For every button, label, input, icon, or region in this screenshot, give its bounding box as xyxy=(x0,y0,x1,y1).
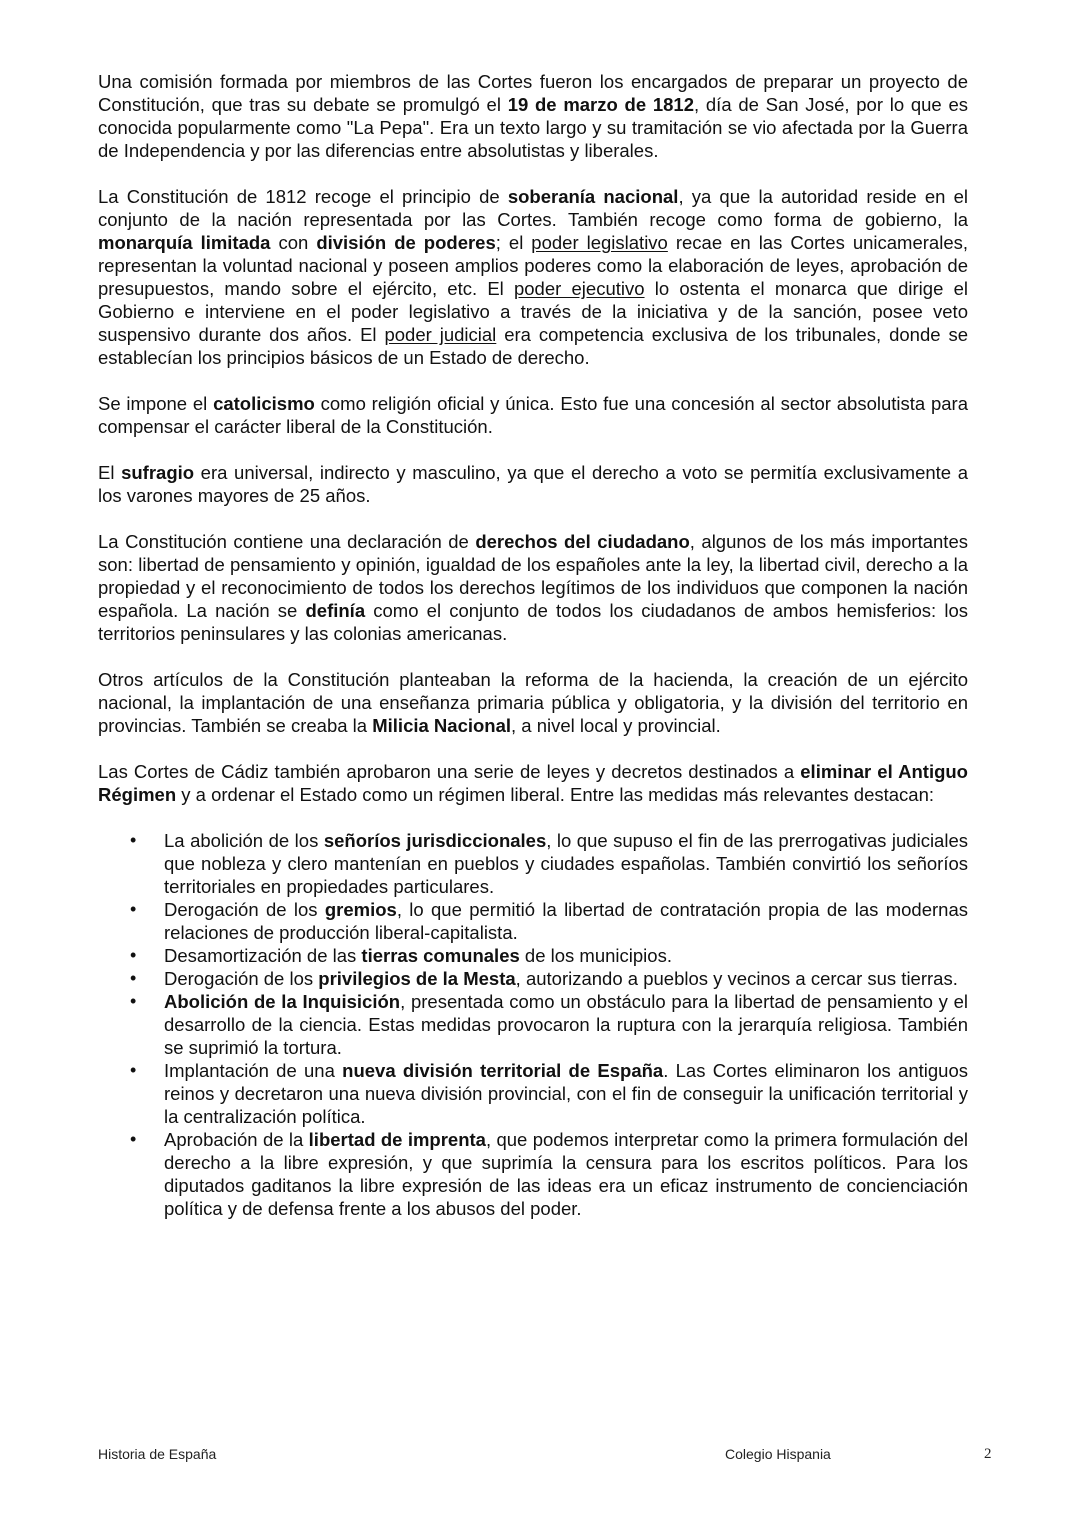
list-item xyxy=(98,1128,968,1220)
text-run: , que podemos interpretar como la primera formulación del derecho a la libre expresión, y que suprimía la censura para los escritos políticos. Para los diputados gaditanos la libre expresión de las ideas era un eficaz instrumento de concienciación política y de defensa frente a los abusos del poder. xyxy=(164,1129,968,1219)
footer-school: Colegio Hispania xyxy=(725,1446,831,1462)
bold-term: sufragio xyxy=(121,462,195,483)
paragraph xyxy=(98,668,968,737)
bold-term: monarquía limitada xyxy=(98,232,271,253)
bold-term: 19 de marzo de 1812 xyxy=(507,94,695,115)
text-run: , algunos de los más importantes son: libertad de pensamiento y opinión, igualdad de los españoles ante la ley, la libertad civil, derecho a la propiedad y el reconocimiento de todos los derechos legítimos de los individuos que componen la nación española. La nación se xyxy=(98,531,968,621)
list-item xyxy=(98,1059,968,1128)
list-item xyxy=(98,898,968,944)
document-body xyxy=(98,70,968,1220)
text-run: , autorizando a pueblos y vecinos a cercar sus tierras. xyxy=(515,968,958,989)
bold-term: privilegios de la Mesta xyxy=(318,968,516,989)
text-run: , lo que supuso el fin de las prerrogativas judiciales que nobleza y clero mantenían en pueblos y ciudades españolas. También convirtió los señoríos territoriales en propiedades particulares. xyxy=(164,830,968,897)
text-run: ; el xyxy=(495,232,532,253)
underlined-term: poder judicial xyxy=(384,324,497,345)
bold-term: división de poderes xyxy=(316,232,496,253)
list-item xyxy=(98,967,968,990)
text-run: como religión oficial y única. Esto fue una concesión al sector absolutista para compensar el carácter liberal de la Constitución. xyxy=(98,393,968,437)
paragraph xyxy=(98,392,968,438)
bullet-icon: • xyxy=(130,945,137,965)
text-run: Desamortización de las xyxy=(164,945,362,966)
paragraph xyxy=(98,185,968,369)
paragraph xyxy=(98,70,968,162)
paragraph xyxy=(98,530,968,645)
text-run: de los municipios. xyxy=(519,945,672,966)
text-run: con xyxy=(270,232,317,253)
underlined-term: poder legislativo xyxy=(531,232,668,253)
measures-list xyxy=(98,829,968,1220)
bold-term: Abolición de la Inquisición xyxy=(164,991,401,1012)
paragraph xyxy=(98,760,968,806)
text-run: , lo que permitió la libertad de contratación propia de las modernas relaciones de producción liberal-capitalista. xyxy=(164,899,968,943)
bullet-icon: • xyxy=(130,1060,137,1080)
text-run: La Constitución contiene una declaración de xyxy=(98,531,476,552)
bold-term: gremios xyxy=(324,899,397,920)
bullet-icon: • xyxy=(130,991,137,1011)
bold-term: Milicia Nacional xyxy=(372,715,512,736)
list-item xyxy=(98,829,968,898)
bold-term: tierras comunales xyxy=(361,945,520,966)
bold-term: nueva división territorial de España xyxy=(342,1060,664,1081)
bold-term: definía xyxy=(305,600,366,621)
text-run: La abolición de los xyxy=(164,830,324,851)
page-number: 2 xyxy=(984,1446,992,1462)
text-run: lo ostenta el monarca que dirige el Gobierno e interviene en el poder legislativo a través de la iniciativa y de la sanción, posee veto suspensivo durante dos años. El xyxy=(98,278,968,345)
text-run: Las Cortes de Cádiz también aprobaron una serie de leyes y decretos destinados a xyxy=(98,761,801,782)
list-item xyxy=(98,944,968,967)
text-run: recae en las Cortes unicamerales, representan la voluntad nacional y poseen amplios poderes como la elaboración de leyes, aprobación de presupuestos, mando sobre el ejército, etc. El xyxy=(98,232,968,299)
text-run: Se impone el xyxy=(98,393,214,414)
bullet-icon: • xyxy=(130,1129,137,1149)
bold-term: derechos del ciudadano xyxy=(475,531,690,552)
bold-term: soberanía nacional xyxy=(507,186,679,207)
text-run: Derogación de los xyxy=(164,899,325,920)
text-run: , ya que la autoridad reside en el conjunto de la nación representada por las Cortes. También recoge como forma de gobierno, la xyxy=(98,186,968,230)
text-run: , a nivel local y provincial. xyxy=(511,715,721,736)
text-run: era competencia exclusiva de los tribunales, donde se establecían los principios básicos de un Estado de derecho. xyxy=(98,324,969,368)
text-run: era universal, indirecto y masculino, ya que el derecho a voto se permitía exclusivamente a los varones mayores de 25 años. xyxy=(98,462,968,506)
text-run: Aprobación de la xyxy=(164,1129,309,1150)
text-run: . Las Cortes eliminaron los antiguos reinos y decretaron una nueva división provincial, con el fin de conseguir la unificación territorial y la centralización política. xyxy=(164,1060,968,1127)
bullet-icon: • xyxy=(130,899,137,919)
bold-term: catolicismo xyxy=(213,393,315,414)
text-run: Implantación de una xyxy=(164,1060,343,1081)
paragraph xyxy=(98,461,968,507)
text-run: Derogación de los xyxy=(164,968,319,989)
bold-term: libertad de imprenta xyxy=(308,1129,486,1150)
text-run: , presentada como un obstáculo para la libertad de pensamiento y el desarrollo de la ciencia. Estas medidas provocaron la ruptura con la jerarquía religiosa. También se suprimió la tortura. xyxy=(164,991,968,1058)
underlined-term: poder ejecutivo xyxy=(513,278,645,299)
text-run: Otros artículos de la Constitución planteaban la reforma de la hacienda, la creación de un ejército nacional, la implantación de una enseñanza primaria pública y obligatoria, y la división del territorio en provincias. También se creaba la xyxy=(98,669,968,736)
text-run: Una comisión formada por miembros de las Cortes fueron los encargados de preparar un proyecto de Constitución, que tras su debate se promulgó el xyxy=(98,71,968,115)
bold-term: señoríos jurisdiccionales xyxy=(323,830,547,851)
text-run: , día de San José, por lo que es conocida popularmente como "La Pepa". Era un texto largo y su tramitación se vio afectada por la Guerra de Independencia y por las diferencias entre absolutistas y liberales. xyxy=(98,94,968,161)
bullet-icon: • xyxy=(130,830,137,850)
text-run: como el conjunto de todos los ciudadanos de ambos hemisferios: los territorios peninsulares y las colonias americanas. xyxy=(98,600,968,644)
footer-subject: Historia de España xyxy=(98,1446,217,1462)
text-run: y a ordenar el Estado como un régimen liberal. Entre las medidas más relevantes destacan: xyxy=(176,784,935,805)
bullet-icon: • xyxy=(130,968,137,988)
text-run: La Constitución de 1812 recoge el principio de xyxy=(98,186,508,207)
paragraphs xyxy=(98,70,968,806)
bold-term: eliminar el Antiguo Régimen xyxy=(98,761,968,805)
list-item xyxy=(98,990,968,1059)
text-run: El xyxy=(98,462,122,483)
